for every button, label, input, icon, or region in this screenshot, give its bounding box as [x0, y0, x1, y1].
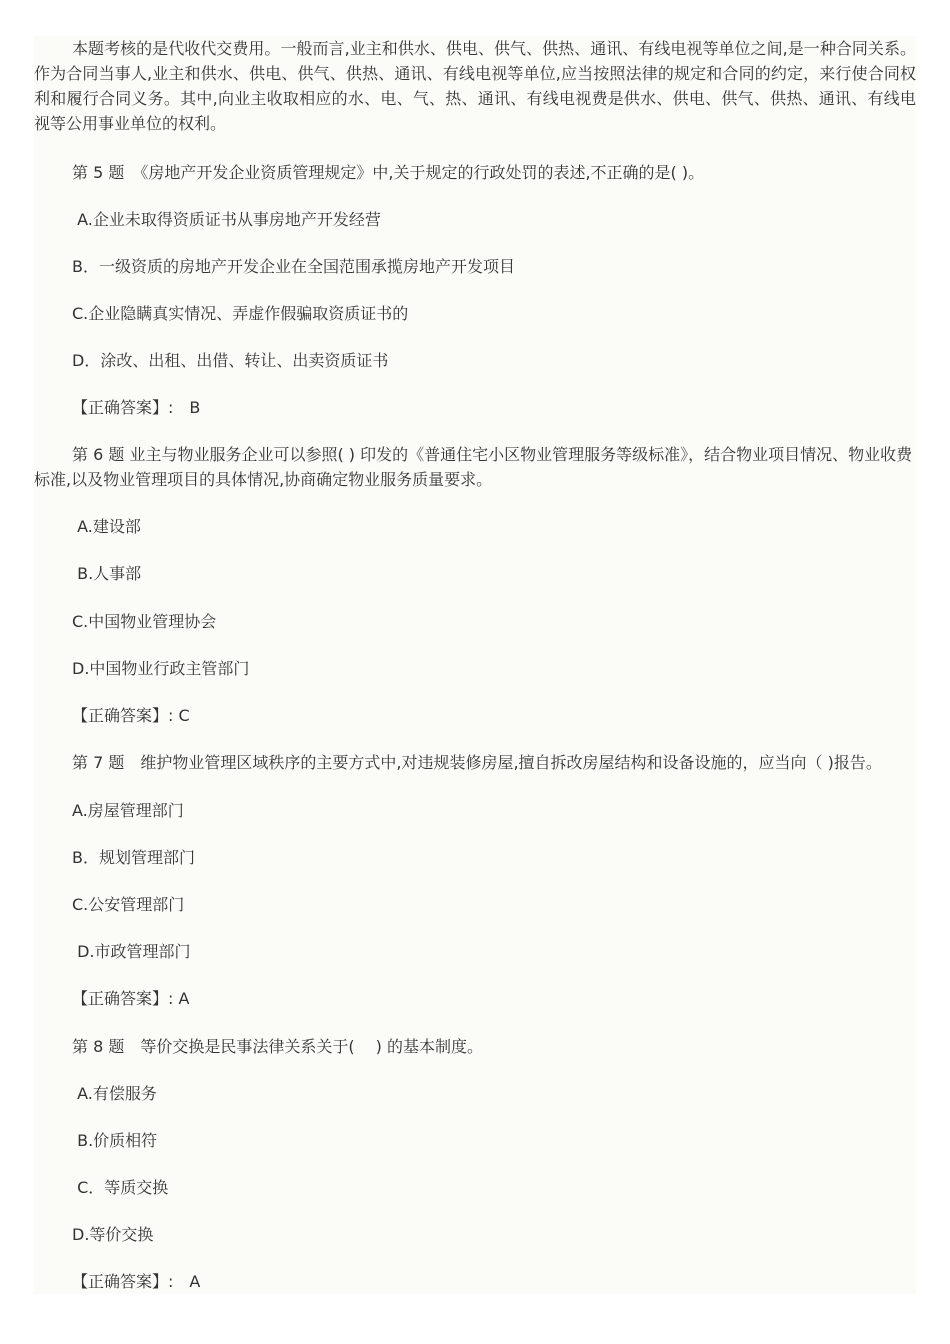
- document-page: [34, 36, 916, 1294]
- question-8-stem: 第 8 题 等价交换是民事法律关系关于( ) 的基本制度。: [72, 1037, 484, 1056]
- question-5-answer: 【正确答案】: B: [72, 398, 201, 417]
- question-8-option-a: A.有偿服务: [72, 1084, 157, 1103]
- question-5-option-c: C.企业隐瞒真实情况、弄虚作假骗取资质证书的: [72, 304, 409, 323]
- question-5-option-a: A.企业未取得资质证书从事房地产开发经营: [72, 210, 381, 229]
- question-6-option-a: A.建设部: [72, 517, 141, 536]
- question-8-option-d: D.等价交换: [72, 1225, 154, 1244]
- question-6-answer: 【正确答案】: C: [72, 706, 190, 725]
- question-5-stem: 第 5 题 《房地产开发企业资质管理规定》中,关于规定的行政处罚的表述,不正确的是( )。: [72, 163, 705, 182]
- question-6-option-b: B.人事部: [72, 564, 142, 583]
- explanation-paragraph: 本题考核的是代收代交费用。一般而言,业主和供水、供电、供气、供热、通讯、有线电视等单位之间,是一种合同关系。作为合同当事人,业主和供水、供电、供气、供热、通讯、有线电视等单位,应当按照法律的规定和合同的约定，来行使合同权利和履行合同义务。其中,向业主收取相应的水、电、气、热、通讯、有线电视费是供水、供电、供气、供热、通讯、有线电视等公用事业单位的权利。: [34, 39, 916, 133]
- question-8-option-c: C．等质交换: [72, 1178, 169, 1197]
- question-7-option-b: B．规划管理部门: [72, 848, 195, 867]
- question-8-answer: 【正确答案】: A: [72, 1272, 201, 1291]
- question-5-option-b: B．一级资质的房地产开发企业在全国范围承揽房地产开发项目: [72, 257, 515, 276]
- question-6-option-c: C.中国物业管理协会: [72, 612, 217, 631]
- question-7-option-c: C.公安管理部门: [72, 895, 185, 914]
- question-8-option-b: B.价质相符: [72, 1131, 158, 1150]
- question-6-stem: 第 6 题 业主与物业服务企业可以参照( ) 印发的《普通住宅小区物业管理服务等级标准》，结合物业项目情况、物业收费标准,以及物业管理项目的具体情况,协商确定物业服务质量要求。: [34, 445, 913, 489]
- question-6-option-d: D.中国物业行政主管部门: [72, 659, 250, 678]
- question-5-option-d: D．涂改、出租、出借、转让、出卖资质证书: [72, 351, 389, 370]
- question-7-stem: 第 7 题 维护物业管理区域秩序的主要方式中,对违规装修房屋,擅自拆改房屋结构和设备设施的，应当向（ )报告。: [72, 753, 882, 772]
- question-7-option-a: A.房屋管理部门: [72, 801, 184, 820]
- question-7-answer: 【正确答案】: A: [72, 989, 190, 1008]
- question-7-option-d: D.市政管理部门: [72, 942, 191, 961]
